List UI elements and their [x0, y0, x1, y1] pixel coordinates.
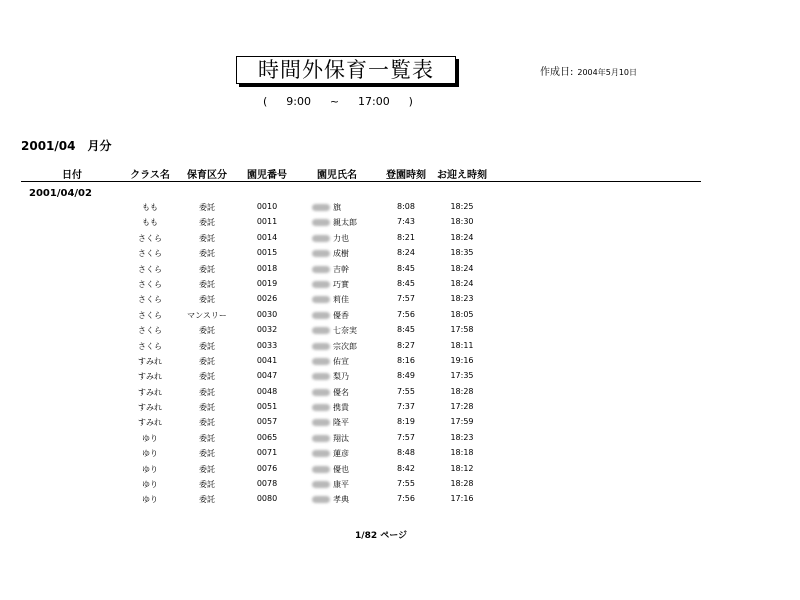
given-name: 佑宣	[333, 356, 349, 366]
care-type-cell: 委託	[199, 249, 215, 259]
table-row	[0, 446, 800, 461]
care-type-cell: 委託	[199, 203, 215, 212]
table-row	[0, 200, 800, 215]
header-rule	[21, 181, 701, 182]
given-name: 巧實	[333, 279, 349, 289]
pickup-time-cell: 17:59	[450, 417, 474, 427]
care-type-cell: 委託	[199, 341, 215, 351]
care-type-cell: 委託	[199, 403, 215, 413]
class-cell: さくら	[138, 249, 162, 259]
class-cell: すみれ	[138, 418, 162, 428]
child-name-cell	[312, 478, 362, 491]
given-name: 蓮彦	[333, 449, 349, 459]
child-number-cell: 0026	[256, 294, 278, 304]
child-name-cell	[312, 216, 362, 229]
redacted-surname	[312, 296, 330, 303]
redacted-surname	[312, 450, 330, 457]
pickup-time-cell: 18:12	[450, 463, 474, 473]
arrival-time-cell: 8:49	[397, 371, 415, 381]
pickup-time-cell: 18:28	[450, 479, 474, 489]
pickup-time-cell: 17:35	[450, 371, 474, 381]
class-cell: ゆり	[142, 495, 158, 505]
header-arrival-time: 登園時刻	[386, 170, 426, 181]
created-date-value: 2004年5月10日	[577, 68, 638, 77]
redacted-surname	[312, 204, 330, 211]
table-row	[0, 354, 800, 369]
child-number-cell: 0019	[256, 278, 278, 288]
care-type-cell: 委託	[199, 387, 215, 397]
table-row	[0, 277, 800, 292]
redacted-surname	[312, 250, 330, 257]
pickup-time-cell: 18:30	[450, 217, 474, 227]
redacted-surname	[312, 358, 330, 365]
child-name-cell	[312, 432, 362, 445]
header-child-name: 園児氏名	[317, 170, 357, 181]
class-cell: さくら	[138, 233, 162, 243]
table-row	[0, 369, 800, 384]
month-period: 2001/04	[21, 139, 76, 153]
child-name-cell	[312, 416, 362, 429]
child-number-cell: 0076	[256, 463, 278, 473]
child-number-cell: 0048	[256, 386, 278, 396]
given-name: 孝典	[333, 495, 349, 505]
arrival-time-cell: 8:27	[397, 340, 415, 350]
redacted-surname	[312, 435, 330, 442]
table-row	[0, 231, 800, 246]
child-number-cell: 0014	[256, 232, 278, 242]
arrival-time-cell: 8:42	[397, 463, 415, 473]
attendance-table-body	[0, 200, 800, 508]
child-number-cell: 0011	[256, 217, 278, 227]
class-cell: さくら	[138, 279, 162, 289]
header-class: クラス名	[130, 170, 170, 181]
arrival-time-cell: 7:56	[397, 494, 415, 504]
class-cell: すみれ	[138, 372, 162, 382]
child-number-cell: 0065	[256, 432, 278, 442]
created-label: 作成日:	[540, 67, 574, 78]
arrival-time-cell: 8:45	[397, 278, 415, 288]
child-number-cell: 0015	[256, 248, 278, 258]
class-cell: ゆり	[142, 480, 158, 490]
pickup-time-cell: 18:24	[450, 278, 474, 288]
given-name: 親太郎	[333, 218, 357, 228]
care-type-cell: 委託	[199, 279, 215, 289]
class-cell: さくら	[138, 326, 162, 336]
pickup-time-cell: 19:16	[450, 355, 474, 365]
child-number-cell: 0041	[256, 355, 278, 365]
pickup-time-cell: 18:24	[450, 263, 474, 273]
redacted-surname	[312, 496, 330, 503]
pickup-time-cell: 17:58	[450, 325, 474, 335]
child-name-cell	[312, 201, 362, 214]
class-cell: もも	[142, 218, 158, 228]
child-name-cell	[312, 263, 362, 276]
child-name-cell	[312, 278, 362, 291]
child-name-cell	[312, 386, 362, 399]
pickup-time-cell: 18:23	[450, 294, 474, 304]
class-cell: さくら	[138, 341, 162, 351]
redacted-surname	[312, 266, 330, 273]
table-row	[0, 492, 800, 507]
redacted-surname	[312, 466, 330, 473]
arrival-time-cell: 8:45	[397, 263, 415, 273]
child-name-cell	[312, 340, 362, 353]
pickup-time-cell: 18:35	[450, 248, 474, 258]
pager-current: 1	[355, 531, 362, 541]
given-name: 優名	[333, 387, 349, 397]
class-cell: ゆり	[142, 433, 158, 443]
redacted-surname	[312, 235, 330, 242]
table-row	[0, 262, 800, 277]
child-name-cell	[312, 463, 362, 476]
arrival-time-cell: 7:57	[397, 432, 415, 442]
arrival-time-cell: 7:56	[397, 309, 415, 319]
pickup-time-cell: 18:23	[450, 432, 474, 442]
created-date	[540, 63, 637, 78]
care-type-cell: 委託	[199, 418, 215, 428]
care-type-cell: 委託	[199, 233, 215, 243]
given-name: 莉佳	[333, 295, 349, 305]
time-end: 17:00	[358, 95, 390, 108]
pager-suffix: ページ	[380, 531, 408, 541]
child-number-cell: 0030	[256, 309, 278, 319]
title-box	[236, 56, 456, 84]
given-name: 梨乃	[333, 372, 349, 382]
care-type-cell: 委託	[199, 326, 215, 336]
arrival-time-cell: 7:43	[397, 217, 415, 227]
pickup-time-cell: 17:16	[450, 494, 474, 504]
child-name-cell	[312, 447, 362, 460]
class-cell: すみれ	[138, 387, 162, 397]
care-type-cell: 委託	[199, 480, 215, 490]
table-row	[0, 431, 800, 446]
page-title: 時間外保育一覧表	[258, 58, 434, 82]
care-type-cell: 委託	[199, 218, 215, 228]
time-tilde: ~	[329, 95, 340, 108]
class-cell: さくら	[138, 295, 162, 305]
given-name: 七奈実	[333, 326, 357, 336]
given-name: 康平	[333, 480, 349, 490]
arrival-time-cell: 8:08	[397, 202, 415, 211]
redacted-surname	[312, 404, 330, 411]
pickup-time-cell: 18:24	[450, 232, 474, 242]
pickup-time-cell: 18:05	[450, 309, 474, 319]
child-number-cell: 0047	[256, 371, 278, 381]
redacted-surname	[312, 481, 330, 488]
arrival-time-cell: 7:37	[397, 402, 415, 412]
redacted-surname	[312, 281, 330, 288]
table-row	[0, 215, 800, 230]
redacted-surname	[312, 419, 330, 426]
arrival-time-cell: 8:16	[397, 355, 415, 365]
child-name-cell	[312, 324, 362, 337]
report-month	[21, 137, 112, 154]
child-name-cell	[312, 309, 362, 322]
header-pickup-time: お迎え時刻	[437, 170, 487, 181]
arrival-time-cell: 8:48	[397, 448, 415, 458]
header-care-type: 保育区分	[187, 170, 227, 181]
time-start: 9:00	[286, 95, 311, 108]
care-type-cell: 委託	[199, 372, 215, 382]
redacted-surname	[312, 389, 330, 396]
redacted-surname	[312, 343, 330, 350]
table-row	[0, 246, 800, 261]
given-name: 優也	[333, 464, 349, 474]
table-row	[0, 415, 800, 430]
table-row	[0, 462, 800, 477]
given-name: 吉幹	[333, 264, 349, 274]
child-number-cell: 0018	[256, 263, 278, 273]
child-number-cell: 0032	[256, 325, 278, 335]
redacted-surname	[312, 373, 330, 380]
given-name: 翔汰	[333, 433, 349, 443]
given-name: 成樹	[333, 249, 349, 259]
table-row	[0, 400, 800, 415]
care-type-cell: マンスリー	[187, 310, 227, 320]
child-number-cell: 0057	[256, 417, 278, 427]
arrival-time-cell: 7:55	[397, 386, 415, 396]
care-type-cell: 委託	[199, 295, 215, 305]
class-cell: すみれ	[138, 356, 162, 366]
child-number-cell: 0010	[256, 202, 278, 211]
class-cell: すみれ	[138, 403, 162, 413]
table-row	[0, 292, 800, 307]
date-group-label: 2001/04/02	[29, 188, 92, 199]
table-row	[0, 308, 800, 323]
care-type-cell: 委託	[199, 449, 215, 459]
arrival-time-cell: 8:19	[397, 417, 415, 427]
header-date: 日付	[62, 170, 82, 181]
time-open-paren: (	[263, 95, 268, 108]
redacted-surname	[312, 219, 330, 226]
class-cell: さくら	[138, 310, 162, 320]
table-row	[0, 339, 800, 354]
pickup-time-cell: 18:25	[450, 202, 474, 211]
given-name: 優香	[333, 310, 349, 320]
time-close-paren: )	[408, 95, 413, 108]
pager-total: 82	[364, 531, 378, 541]
given-name: 携貴	[333, 403, 349, 413]
given-name: 宗次郎	[333, 341, 357, 351]
arrival-time-cell: 8:21	[397, 232, 415, 242]
child-number-cell: 0071	[256, 448, 278, 458]
redacted-surname	[312, 327, 330, 334]
child-number-cell: 0033	[256, 340, 278, 350]
care-type-cell: 委託	[199, 356, 215, 366]
given-name: 力也	[333, 233, 349, 243]
class-cell: もも	[142, 203, 158, 212]
child-name-cell	[312, 232, 362, 245]
child-number-cell: 0078	[256, 479, 278, 489]
pickup-time-cell: 18:11	[450, 340, 474, 350]
child-name-cell	[312, 247, 362, 260]
care-type-cell: 委託	[199, 264, 215, 274]
page-number: 1/82 ページ	[355, 531, 408, 541]
care-type-cell: 委託	[199, 495, 215, 505]
care-type-cell: 委託	[199, 464, 215, 474]
child-number-cell: 0080	[256, 494, 278, 504]
given-name: 旗	[333, 203, 341, 212]
child-name-cell	[312, 355, 362, 368]
arrival-time-cell: 8:24	[397, 248, 415, 258]
child-name-cell	[312, 401, 362, 414]
header-child-number: 園児番号	[247, 170, 287, 181]
redacted-surname	[312, 312, 330, 319]
arrival-time-cell: 7:57	[397, 294, 415, 304]
child-name-cell	[312, 293, 362, 306]
child-name-cell	[312, 493, 362, 506]
class-cell: さくら	[138, 264, 162, 274]
child-number-cell: 0051	[256, 402, 278, 412]
pickup-time-cell: 18:28	[450, 386, 474, 396]
pickup-time-cell: 17:28	[450, 402, 474, 412]
time-range	[263, 95, 413, 108]
class-cell: ゆり	[142, 449, 158, 459]
table-row	[0, 323, 800, 338]
pickup-time-cell: 18:18	[450, 448, 474, 458]
arrival-time-cell: 8:45	[397, 325, 415, 335]
table-row	[0, 385, 800, 400]
table-row	[0, 477, 800, 492]
month-suffix: 月分	[87, 139, 112, 153]
given-name: 隆平	[333, 418, 349, 428]
child-name-cell	[312, 370, 362, 383]
arrival-time-cell: 7:55	[397, 479, 415, 489]
care-type-cell: 委託	[199, 433, 215, 443]
class-cell: ゆり	[142, 464, 158, 474]
